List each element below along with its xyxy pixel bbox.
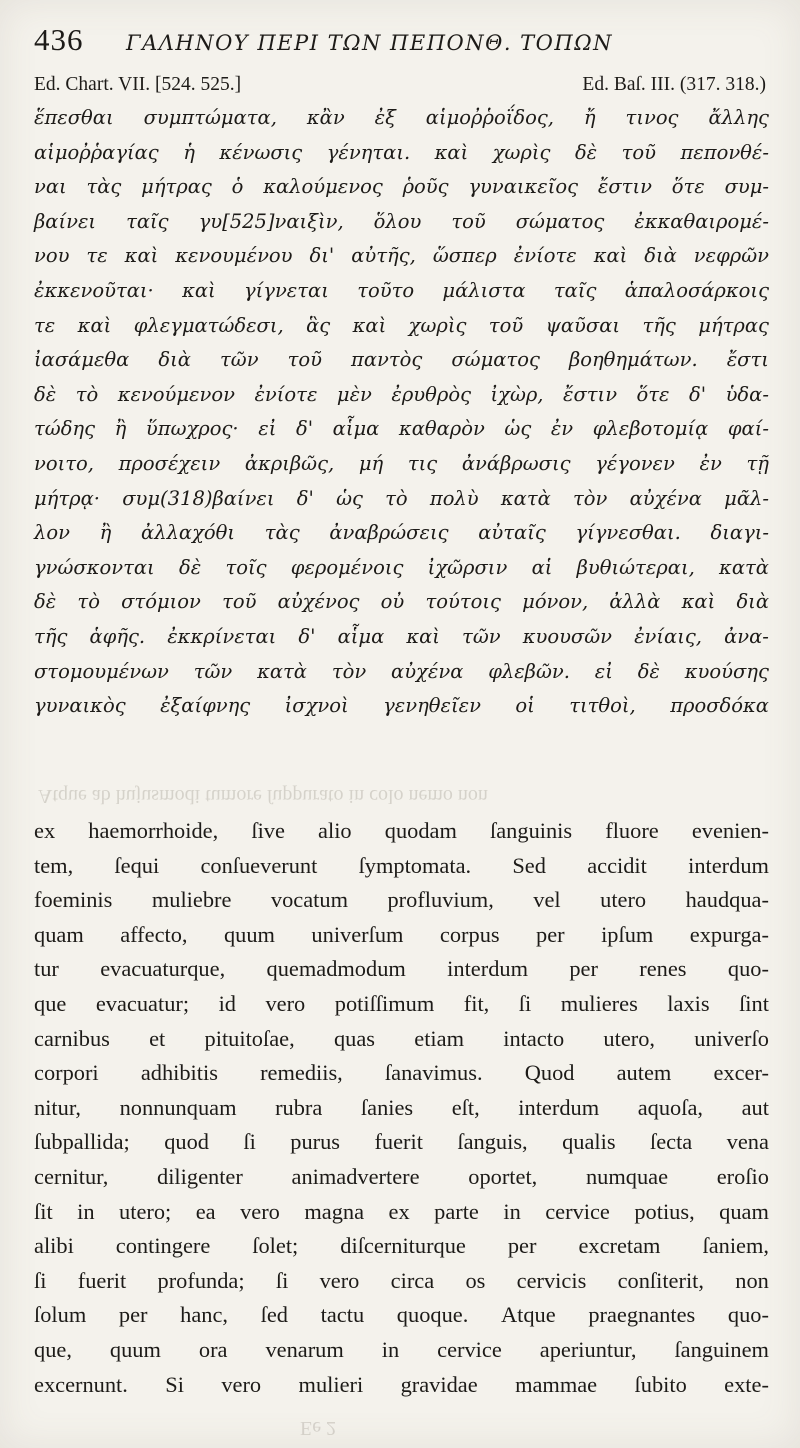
latin-text-block [34, 814, 769, 1402]
greek-text-block [34, 101, 769, 724]
latin-text-line: corpori adhibitis remediis, ſanavimus. Quod autem excer- [34, 1060, 769, 1086]
edition-basel: Ed. Baſ. III. (317. 318.) [582, 74, 766, 95]
latin-text-line: alibi contingere ſolet; diſcerniturque per excretam ſaniem, [34, 1233, 769, 1259]
greek-text-line: τώδης ἢ ὕπωχρος· εἰ δ' αἷμα καθαρὸν ὡς ἐν φλεβοτομίᾳ φαί- [34, 417, 769, 441]
latin-text-line: cernitur, diligenter animadvertere oportet, numquae eroſio [34, 1163, 769, 1189]
greek-text-line: ἰασάμεθα διὰ τῶν τοῦ παντὸς σώματος βοηθημάτων. ἔστι [34, 348, 769, 372]
latin-text-line: ex haemorrhoide, ſive alio quodam ſanguinis fluore evenien- [34, 818, 769, 843]
greek-text-line: νοιτο, προσέχειν ἀκριβῶς, μή τις ἀνάβρωσις γέγονεν ἐν τῇ [34, 451, 769, 475]
latin-text-line: que, quum ora venarum in cervice aperiuntur, ſanguinem [34, 1336, 769, 1362]
latin-text-line: tur evacuaturque, quemadmodum interdum per renes quo- [34, 956, 769, 982]
greek-text-line: γνώσκονται δὲ τοῖς φερομένοις ἰχῶρσιν αἱ βυθιώτεραι, κατὰ [34, 555, 769, 579]
edition-reference-line [34, 74, 766, 96]
latin-text-line: tem, ſequi conſueverunt ſymptomata. Sed accidit interdum [34, 852, 769, 878]
greek-text-line: τε καὶ φλεγματώδεσι, ἃς καὶ χωρὶς τοῦ ψαῦσαι τῆς μήτρας [34, 313, 769, 337]
greek-text-line: νου τε καὶ κενουμένου δι' αὐτῆς, ὥσπερ ἐνίοτε καὶ διὰ νεφρῶν [34, 244, 769, 268]
greek-text-line: αἱμοῤῥαγίας ἡ κένωσις γένηται. καὶ χωρὶς δὲ τοῦ πεπονθέ- [34, 140, 769, 164]
greek-text-line: γυναικὸς ἐξαίφνης ἰσχνοὶ γενηθεῖεν οἱ τιτθοὶ, προσδόκα [34, 694, 769, 718]
latin-text-line: carnibus et pituitoſae, quas etiam intacto utero, univerſo [34, 1025, 769, 1051]
greek-text-line: ἕπεσθαι συμπτώματα, κἂν ἐξ αἱμοῤῥοΐδος, ἤ τινος ἄλλης [34, 106, 769, 129]
greek-text-line: στομουμένων τῶν κατὰ τὸν αὐχένα φλεβῶν. εἰ δὲ κυούσης [34, 659, 769, 683]
greek-text-line: δὲ τὸ στόμιον τοῦ αὐχένος οὐ τούτοις μόνον, ἀλλὰ καὶ διὰ [34, 590, 769, 614]
latin-text-line: ſi fuerit profunda; ſi vero circa os cervicis conſiterit, non [34, 1267, 769, 1293]
greek-text-line: ναι τὰς μήτρας ὁ καλούμενος ῥοῦς γυναικεῖος ἔστιν ὅτε συμ- [34, 175, 769, 199]
latin-text-line: ſolum per hanc, ſed tactu quoque. Atque praegnantes quo- [34, 1302, 769, 1328]
bleed-through-text: Atque ab hujusmodi tumore ſuppurato in colo nemo non [38, 785, 488, 807]
latin-text-line: ſubpallida; quod ſi purus fuerit ſanguis, qualis ſecta vena [34, 1129, 769, 1155]
latin-text-line: ſit in utero; ea vero magna ex parte in cervice potius, quam [34, 1198, 769, 1224]
greek-text-line: λον ἢ ἀλλαχόθι τὰς ἀναβρώσεις αὐταῖς γίγνεσθαι. διαγι- [34, 521, 769, 545]
edition-chartier: Ed. Chart. VII. [524. 525.] [34, 74, 242, 95]
latin-text-line: excernunt. Si vero mulieri gravidae mammae ſubito exte- [34, 1371, 769, 1397]
greek-text-line: τῆς ἁφῆς. ἐκκρίνεται δ' αἷμα καὶ τῶν κυουσῶν ἐνίαις, ἀνα- [34, 624, 769, 648]
latin-text-line: quam affecto, quum univerſum corpus per ipſum expurga- [34, 921, 769, 947]
running-title: ΓΑΛΗΝΟΥ ΠΕΡΙ ΤΩΝ ΠΕΠΟΝΘ. ΤΟΠΩΝ [126, 31, 613, 55]
greek-text-line: δὲ τὸ κενούμενον ἐνίοτε μὲν ἐρυθρὸς ἰχὼρ, ἔστιν ὅτε δ' ὑδα- [34, 382, 769, 406]
latin-text-line: foeminis muliebre vocatum profluvium, vel utero haudqua- [34, 887, 769, 913]
latin-text-line: que evacuatur; id vero potiſſimum fit, ſi mulieres laxis ſint [34, 990, 769, 1016]
page-number: 436 [34, 22, 84, 57]
latin-text-line: nitur, nonnunquam rubra ſanies eſt, interdum aquoſa, aut [34, 1094, 769, 1120]
page-header [34, 22, 774, 66]
greek-text-line: μήτρᾳ· συμ(318)βαίνει δ' ὡς τὸ πολὺ κατὰ τὸν αὐχένα μᾶλ- [34, 486, 769, 510]
greek-text-line: βαίνει ταῖς γυ[525]ναιξὶν, ὅλου τοῦ σώματος ἐκκαθαιρομέ- [34, 209, 769, 233]
greek-text-line: ἐκκενοῦται· καὶ γίγνεται τοῦτο μάλιστα ταῖς ἁπαλοσάρκοις [34, 278, 769, 302]
bleed-through-signature: Ee 2 [300, 1417, 337, 1439]
